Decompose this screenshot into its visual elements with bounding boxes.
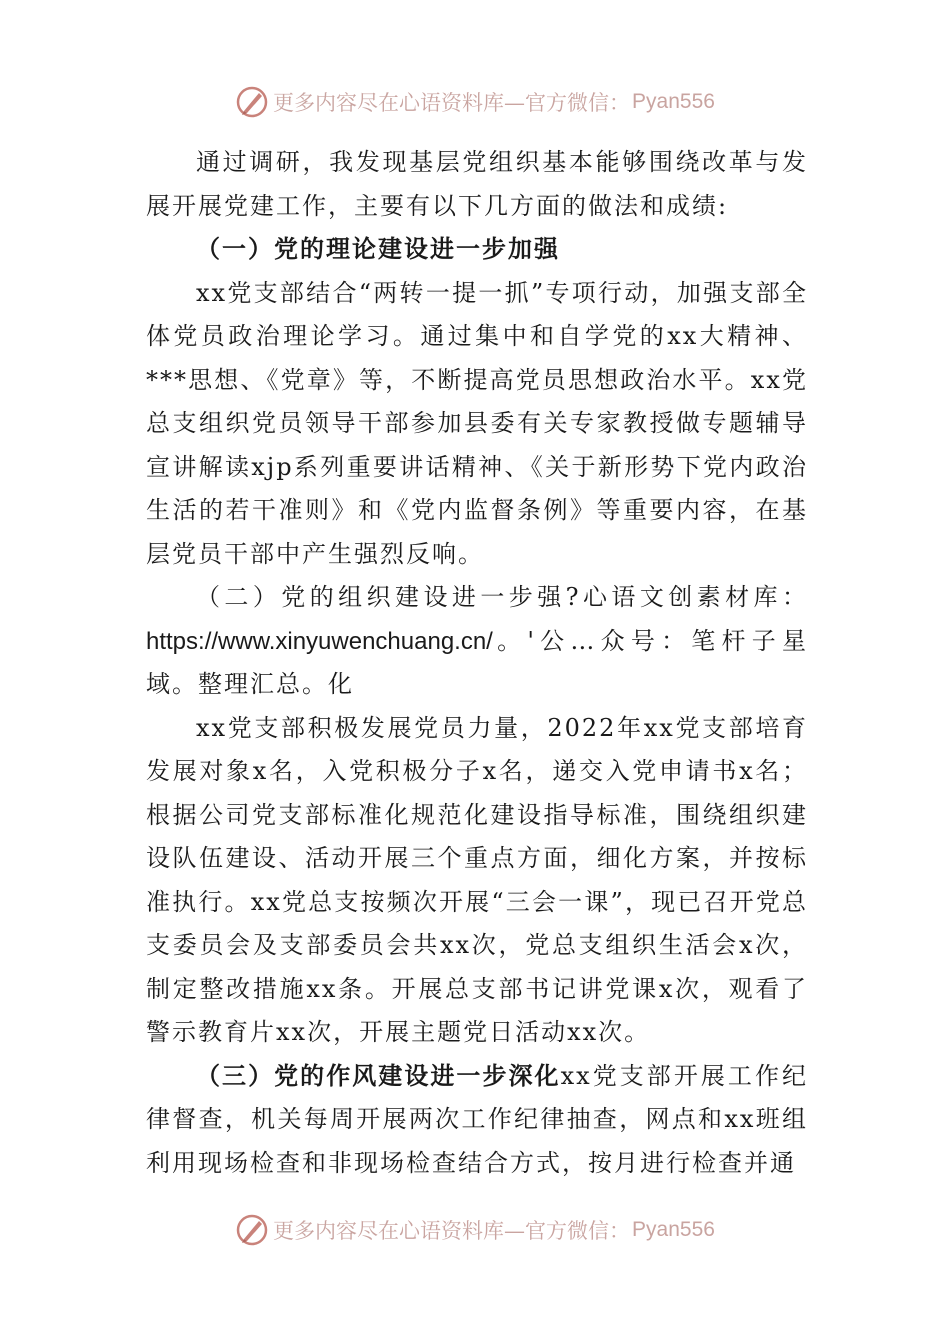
section-heading-3: （三）党的作风建设进一步深化 xyxy=(196,1061,561,1090)
section-2-paragraph: xx党支部积极发展党员力量，2022年xx党支部培育发展对象x名，入党积极分子x名，递交入党申请书x名；根据公司党支部标准化规范化建设指导标准，围绕组织建设队伍建设、活动开展三个重点方面，细化方案，并按标准执行。xx党总支按频次开展“三会一课”，现已召开党总支委员会及支部委员会共xx次，党总支组织生活会x次，制定整改措施xx条。开展总支部书记讲党课x次，观看了警示教育片xx次，开展主题党日活动xx次。 xyxy=(146,713,808,1046)
watermark-wechat-id: Pyan556 xyxy=(632,90,715,113)
pen-circle-logo-icon xyxy=(235,1213,269,1247)
section-heading-2 xyxy=(146,576,808,707)
document-body xyxy=(146,141,808,1185)
section-3-text: xx党支部开展工作纪律督查，机关每周开展两次工作纪律抽查，网点和xx班组利用现场检查和非现场检查结合方式，按月进行检查并通 xyxy=(146,1061,808,1177)
section-heading-1: （一）党的理论建设进一步加强 xyxy=(196,235,560,263)
section-1-paragraph: xx党支部结合“两转一提一抓”专项行动，加强支部全体党员政治理论学习。通过集中和自学党的xx大精神、***思想、《党章》等，不断提高党员思想政治水平。xx党总支组织党员领导干部参加县委有关专家教授做专题辅导宣讲解读xjp系列重要讲话精神、《关于新形势下党内政治生活的若干准则》和《党内监督条例》等重要内容，在基层党员干部中产生强烈反响。 xyxy=(146,278,808,568)
watermark-text: 更多内容尽在心语资料库—官方微信： xyxy=(273,1219,631,1243)
watermark-text: 更多内容尽在心语资料库—官方微信： xyxy=(273,91,631,115)
intro-paragraph: 通过调研，我发现基层党组织基本能够围绕改革与发展开展党建工作，主要有以下几方面的做法和成绩: xyxy=(146,148,808,220)
watermark-banner-bottom xyxy=(0,1210,950,1250)
heading-2-text: （二）党的组织建设进一步强?心语文创素材库： xyxy=(196,583,808,611)
watermark-wechat-id: Pyan556 xyxy=(632,1218,715,1241)
watermark-banner-top xyxy=(0,82,950,122)
source-url: https://www.xinyuwenchuang.cn/ xyxy=(146,627,493,655)
heading-2-suffix: 。'公…众号：笔杆子星域。整理汇总。化 xyxy=(146,626,808,698)
section-3-paragraph xyxy=(146,1055,808,1186)
pen-circle-logo-icon xyxy=(235,85,269,119)
